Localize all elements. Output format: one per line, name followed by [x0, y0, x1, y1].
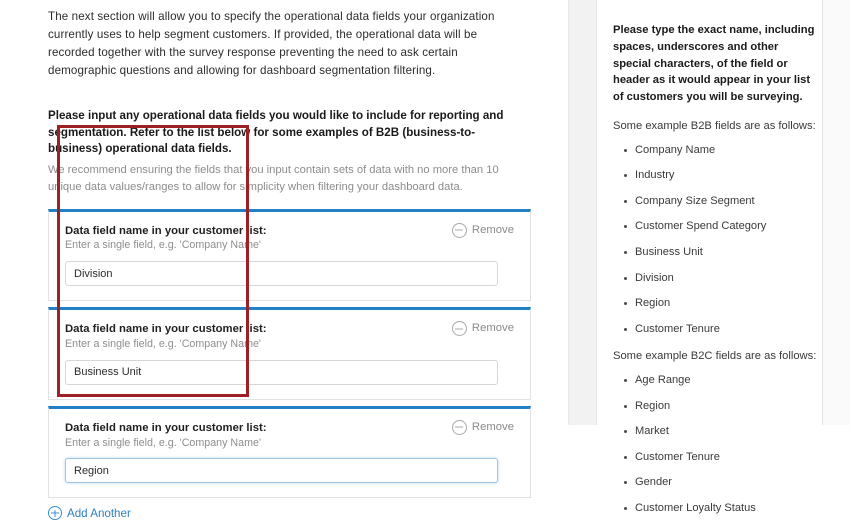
- data-field-label: Data field name in your customer list:: [65, 224, 267, 237]
- minus-circle-icon: [452, 420, 467, 435]
- remove-button[interactable]: [452, 321, 514, 336]
- help-panel: [597, 0, 850, 515]
- list-item: Market: [635, 426, 819, 437]
- b2b-intro-text: Some example B2B fields are as follows:: [613, 119, 816, 132]
- data-field-label: Data field name in your customer list:: [65, 421, 267, 434]
- remove-button-label: Remove: [471, 322, 514, 335]
- list-item: Customer Tenure: [635, 324, 819, 335]
- data-field-input[interactable]: [65, 261, 498, 286]
- remove-button[interactable]: [452, 223, 514, 238]
- intro-paragraph: The next section will allow you to specify the operational data fields your organization currently uses to help segment customers. If provided, the operational data will be recorded together with the survey response preventing the need to ask certain demographic questions and allowing for dashboard segmentation filtering.: [48, 10, 495, 77]
- help-heading: Please type the exact name, including spaces, underscores and other special characters, of the field or header as it would appear in your list of customers you will be surveying.: [613, 24, 815, 104]
- b2c-field-list: [613, 375, 819, 514]
- column-divider: [568, 0, 597, 425]
- b2b-field-list: [613, 145, 819, 335]
- list-item: Region: [635, 298, 819, 309]
- data-field-label: Data field name in your customer list:: [65, 323, 267, 336]
- list-item: Business Unit: [635, 247, 819, 258]
- data-field-card: [48, 406, 531, 499]
- plus-circle-icon: [48, 506, 62, 520]
- data-field-card: [48, 209, 531, 302]
- prompt-heading: Please input any operational data fields you would like to include for reporting and segmentation. Refer to the list below for some examples of B2B (business-to-business) operational data fields.: [48, 108, 504, 156]
- b2c-intro-text: Some example B2C fields are as follows:: [613, 350, 817, 363]
- add-another-button[interactable]: [48, 506, 131, 520]
- add-another-label: Add Another: [67, 506, 131, 520]
- data-field-hint: Enter a single field, e.g. 'Company Name': [65, 436, 261, 449]
- data-field-card-list: [48, 209, 531, 499]
- list-item: Company Name: [635, 145, 819, 156]
- list-item: Gender: [635, 477, 819, 488]
- data-field-card: [48, 307, 531, 400]
- data-field-input[interactable]: [65, 360, 498, 385]
- list-item: Region: [635, 401, 819, 412]
- list-item: Division: [635, 273, 819, 284]
- list-item: Customer Loyalty Status: [635, 503, 819, 514]
- data-field-hint: Enter a single field, e.g. 'Company Name': [65, 239, 261, 252]
- help-panel-scrollbar-track[interactable]: [823, 0, 850, 425]
- list-item: Company Size Segment: [635, 196, 819, 207]
- remove-button[interactable]: [452, 420, 514, 435]
- remove-button-label: Remove: [471, 223, 514, 236]
- minus-circle-icon: [452, 321, 467, 336]
- data-field-input-focused[interactable]: [65, 458, 498, 483]
- list-item: Customer Spend Category: [635, 221, 819, 232]
- list-item: Age Range: [635, 375, 819, 386]
- list-item: Industry: [635, 170, 819, 181]
- remove-button-label: Remove: [471, 420, 514, 433]
- help-panel-content: [613, 22, 819, 514]
- prompt-subtext: We recommend ensuring the fields that you input contain sets of data with no more than 10 unique data values/ranges to allow for simplicity when filtering your dashboard data.: [48, 164, 499, 193]
- list-item: Customer Tenure: [635, 452, 819, 463]
- minus-circle-icon: [452, 223, 467, 238]
- data-field-hint: Enter a single field, e.g. 'Company Name': [65, 337, 261, 350]
